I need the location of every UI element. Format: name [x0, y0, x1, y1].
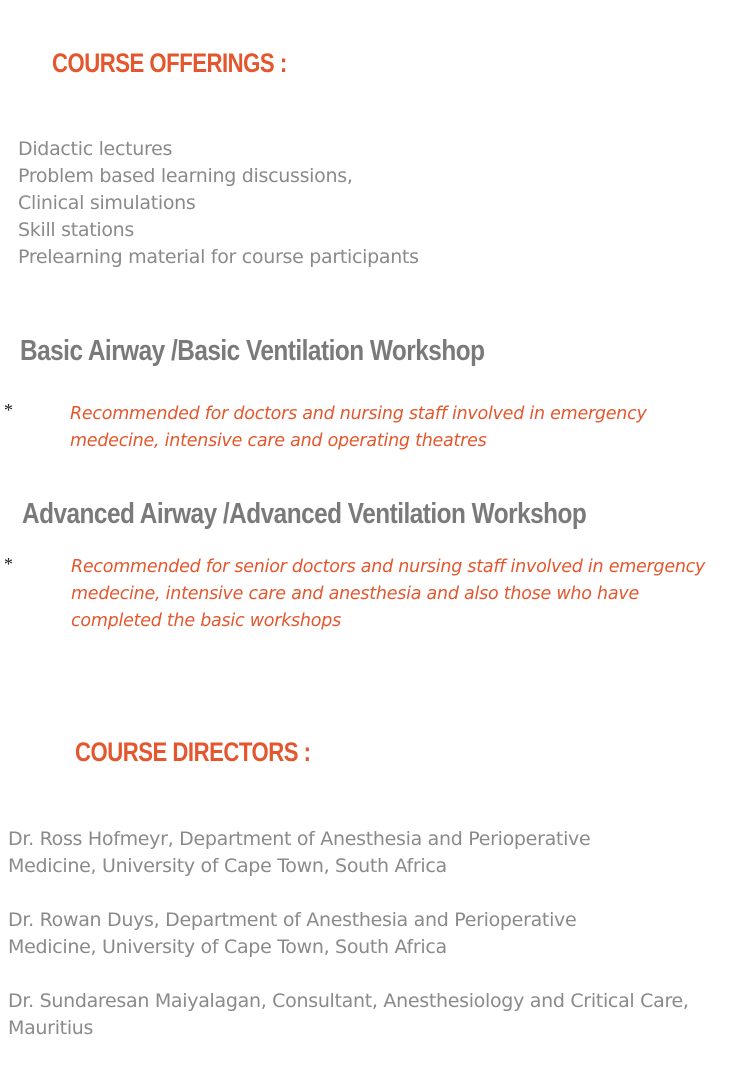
- basic-workshop-recommendation: [70, 401, 647, 455]
- course-offerings-heading: COURSE OFFERINGS :: [52, 48, 287, 78]
- director-line: Medicine, University of Cape Town, South Africa: [8, 936, 447, 958]
- recommendation-line: medecine, intensive care and anesthesia and also those who have: [71, 584, 639, 604]
- director-entry: [8, 907, 576, 961]
- offering-item: Problem based learning discussions,: [18, 165, 353, 187]
- advanced-workshop-title: Advanced Airway /Advanced Ventilation Workshop: [22, 498, 587, 530]
- offering-item: Skill stations: [18, 219, 135, 241]
- bullet-marker: *: [4, 400, 13, 420]
- offering-item: Didactic lectures: [18, 138, 173, 160]
- director-entry: [8, 988, 689, 1042]
- recommendation-line: completed the basic workshops: [71, 611, 341, 631]
- advanced-workshop-recommendation: [71, 554, 705, 635]
- director-entry: [8, 826, 590, 880]
- director-line: Dr. Rowan Duys, Department of Anesthesia and Perioperative: [8, 909, 577, 931]
- director-line: Medicine, University of Cape Town, South Africa: [8, 855, 447, 877]
- bullet-marker: *: [4, 554, 13, 574]
- recommendation-line: Recommended for doctors and nursing staff involved in emergency: [70, 404, 647, 424]
- offering-item: Clinical simulations: [18, 192, 196, 214]
- recommendation-line: Recommended for senior doctors and nursing staff involved in emergency: [71, 557, 706, 577]
- offering-item: Prelearning material for course participants: [18, 246, 419, 268]
- director-line: Mauritius: [8, 1017, 94, 1039]
- recommendation-line: medecine, intensive care and operating theatres: [70, 431, 487, 451]
- course-directors-heading: COURSE DIRECTORS :: [75, 737, 311, 767]
- offerings-list: [18, 136, 419, 271]
- director-line: Dr. Ross Hofmeyr, Department of Anesthesia and Perioperative: [8, 828, 591, 850]
- basic-workshop-title: Basic Airway /Basic Ventilation Workshop: [20, 335, 485, 367]
- director-line: Dr. Sundaresan Maiyalagan, Consultant, Anesthesiology and Critical Care,: [8, 990, 689, 1012]
